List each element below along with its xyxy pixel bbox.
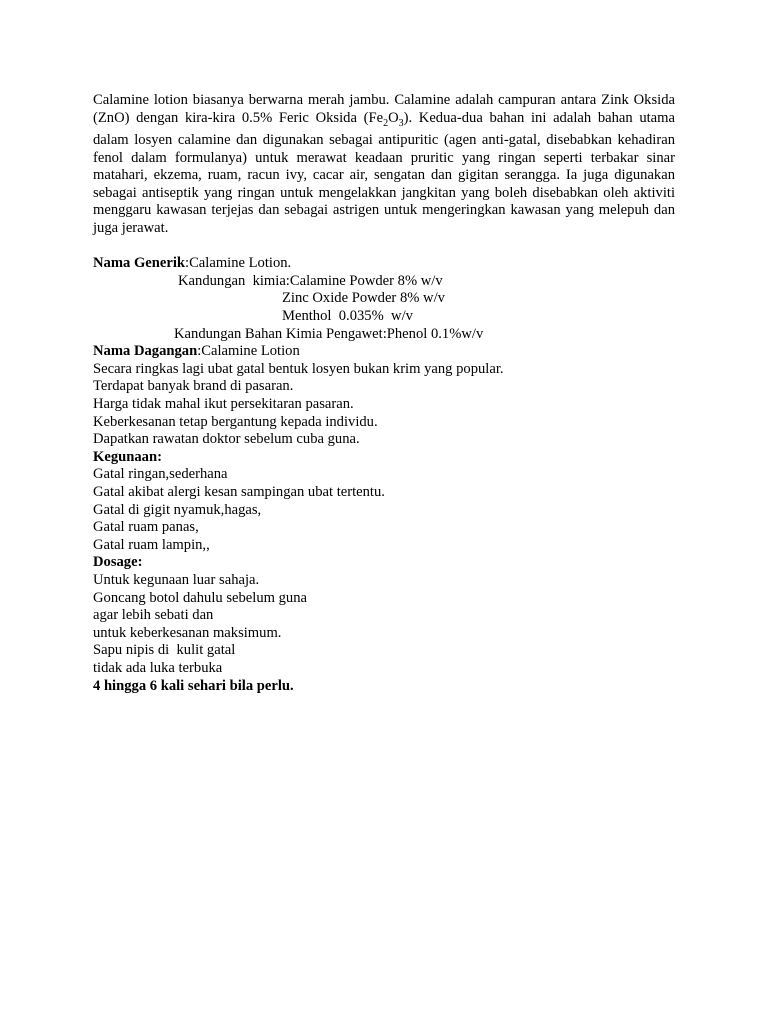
brand-line: Harga tidak mahal ikut persekitaran pasaran. xyxy=(93,396,354,412)
brand-name-label: Nama Dagangan xyxy=(93,343,198,360)
brand-line: Secara ringkas lagi ubat gatal bentuk losyen bukan krim yang popular. xyxy=(93,360,504,377)
uses-heading: Kegunaan: xyxy=(93,448,162,465)
generic-name-line xyxy=(93,255,675,273)
intro-text-3: ). Kedua-dua bahan ini adalah bahan utama dalam losyen calamine dan digunakan sebagai antipuritic (agen anti-gatal, disebabkan kehadiran fenol dalam formulanya) untuk merawat keadaan pruritic yang ringan seperti terbakar sinar matahari, ekzema, ruam, racun ivy, cacar air, sengatan dan gigitan serangga. Ia juga digunakan sebagai antiseptik yang ringan untuk mengelakkan jangkitan yang boleh disebabkan oleh aktiviti menggaru kawasan terjejas dan sebagai astrigen untuk mengeringkan kawasan yang melepuh dan juga jerawat. xyxy=(93,109,675,237)
dosage-line: untuk keberkesanan maksimum. xyxy=(93,624,282,641)
preservative-line: Kandungan Bahan Kimia Pengawet:Phenol 0.1%w/v xyxy=(174,325,484,342)
chemical-content-line: Kandungan kimia:Calamine Powder 8% w/v xyxy=(178,272,443,289)
uses-line: Gatal akibat alergi kesan sampingan ubat tertentu. xyxy=(93,483,385,500)
dosage-line: Sapu nipis di kulit gatal xyxy=(93,642,236,659)
document-page xyxy=(93,92,675,695)
dosage-frequency: 4 hingga 6 kali sehari bila perlu. xyxy=(93,677,294,694)
brand-name-value: :Calamine Lotion xyxy=(197,343,300,360)
brand-name-line xyxy=(93,343,675,361)
dosage-heading: Dosage: xyxy=(93,554,143,571)
generic-name-label: Nama Generik xyxy=(93,255,186,272)
intro-paragraph xyxy=(93,92,675,238)
zinc-oxide-line: Zinc Oxide Powder 8% w/v xyxy=(282,290,445,307)
uses-line: Gatal ruam lampin,, xyxy=(93,536,210,553)
brand-line: Keberkesanan tetap bergantung kepada individu. xyxy=(93,413,378,430)
generic-name-value: :Calamine Lotion. xyxy=(185,255,292,272)
dosage-line: agar lebih sebati dan xyxy=(93,607,214,624)
uses-line: Gatal ringan,sederhana xyxy=(93,466,228,483)
intro-text-1: Calamine lotion biasanya berwarna merah jambu. Calamine adalah campuran antara Zink Oksida (ZnO) dengan kira-kira 0.5% Feric Oksida (Fe xyxy=(93,92,675,126)
dosage-line: Untuk kegunaan luar sahaja. xyxy=(93,571,260,588)
dosage-line: Goncang botol dahulu sebelum guna xyxy=(93,589,307,606)
uses-line: Gatal ruam panas, xyxy=(93,519,199,536)
subscript-2: 2 xyxy=(383,117,389,129)
intro-text-2: O xyxy=(388,109,399,126)
spacer xyxy=(93,238,675,256)
uses-line: Gatal di gigit nyamuk,hagas, xyxy=(93,501,262,518)
dosage-line: tidak ada luka terbuka xyxy=(93,659,223,676)
brand-line: Dapatkan rawatan doktor sebelum cuba guna. xyxy=(93,431,360,448)
subscript-3: 3 xyxy=(398,117,404,129)
brand-line: Terdapat banyak brand di pasaran. xyxy=(93,378,294,395)
menthol-line: Menthol 0.035% w/v xyxy=(282,308,413,325)
